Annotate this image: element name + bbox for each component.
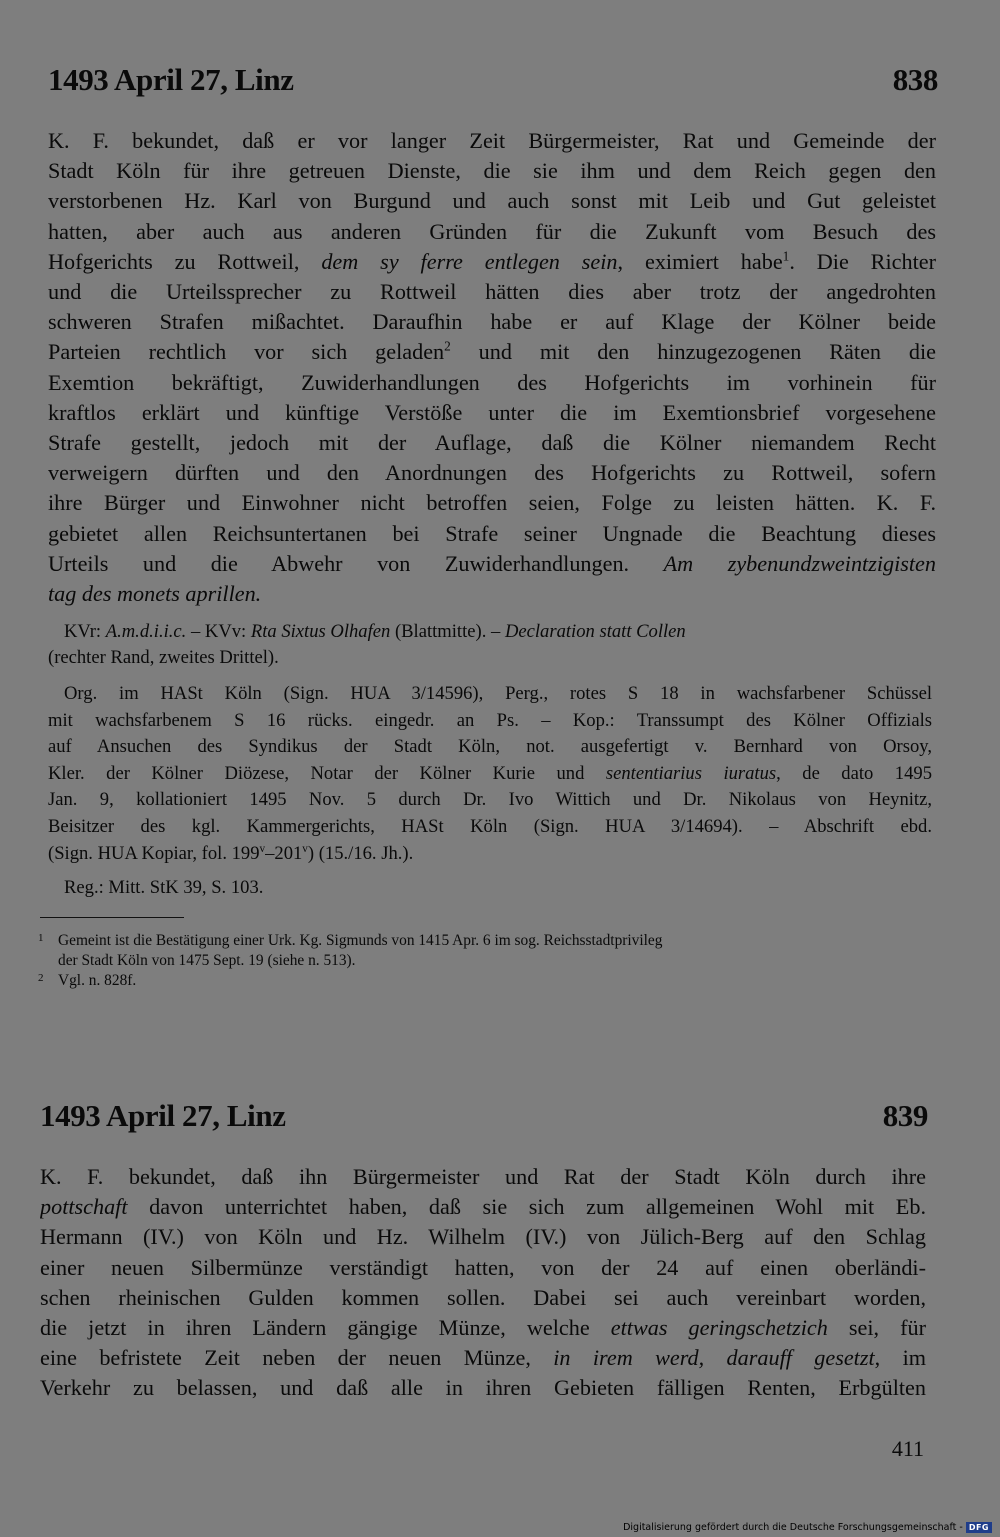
text-segment: Urteils und die Abwehr von Zuwiderhandlungen. (48, 550, 630, 576)
text-segment: eine befristete Zeit neben der neuen Münze, (40, 1345, 554, 1371)
footer-text: Digitalisierung gefördert durch die Deutsche Forschungsgemeinschaft - (623, 1522, 963, 1533)
text-line: mit wachsfarbenem S 16 rücks. eingedr. an Ps. – Kop.: Transsumpt des Kölner Offizials (48, 709, 932, 731)
text-line: und die Urteilssprecher zu Rottweil hätten dies aber trotz der angedrohten (48, 279, 936, 305)
footnote-number: 2 (38, 972, 44, 984)
text-line: einer neuen Silbermünze verständigt hatten, von der 24 auf einen oberländi- (40, 1254, 926, 1280)
footnote-text (58, 931, 932, 971)
endorsement-notes (48, 619, 932, 671)
quoted-phrase: Am zybenundzweintzigisten (663, 550, 936, 576)
text-line: Org. im HASt Köln (Sign. HUA 3/14596), Perg., rotes S 18 in wachsfarbener Schüssel (64, 683, 932, 704)
text-line (40, 1313, 926, 1343)
quoted-phrase: dem sy ferre entlegen sein (321, 248, 618, 274)
text-segment: Hofgerichts zu Rottweil, (48, 248, 300, 274)
footnote-text (58, 971, 932, 991)
text-line (40, 1192, 926, 1222)
quoted-phrase: pottschaft (40, 1194, 128, 1220)
text-line: der Stadt Köln von 1475 Sept. 19 (siehe n. 513). (58, 952, 356, 969)
dfg-logo: DFG (966, 1522, 992, 1533)
text-line: Gemeint ist die Bestätigung einer Urk. Kg. Sigmunds von 1415 Apr. 6 im sog. Reichsstadtprivileg (58, 932, 663, 949)
text-segment: (Sign. HUA Kopiar, fol. 199 (48, 842, 260, 864)
text-line (48, 247, 936, 277)
text-line (48, 761, 932, 788)
footnote-divider (40, 917, 184, 918)
text-line: hatten, aber auch aus anderen Gründen für die Zukunft vom Besuch des (48, 218, 936, 244)
document-body-838 (48, 126, 936, 609)
footnote (38, 971, 932, 991)
text-line: verweigern dürften und den Anordnungen des Hofgerichts zu Rottweil, sofern (48, 460, 936, 486)
document-header-838 (48, 62, 938, 98)
text-line: Jan. 9, kollationiert 1495 Nov. 5 durch Dr. Ivo Wittich und Dr. Nikolaus von Heynitz, (48, 789, 932, 811)
text-line (40, 1343, 926, 1373)
text-segment: Kler. der Kölner Diözese, Notar der Kölner Kurie und (48, 762, 585, 784)
text-line (48, 337, 936, 367)
text-segment: ) (15./16. Jh.). (307, 842, 414, 864)
digitization-footer (623, 1522, 992, 1533)
text-line: schen rheinischen Gulden kommen sollen. Dabei sei auch vereinbart worden, (40, 1284, 926, 1310)
text-line: verstorbenen Hz. Karl von Burgund und auch sonst mit Leib und Gut geleistet (48, 188, 936, 214)
text-line: ihre Bürger und Einwohner nicht betroffen seien, Folge zu leisten hätten. K. F. (48, 490, 936, 516)
footnote (38, 931, 932, 971)
text-segment: KVr: (64, 621, 106, 642)
text-line: Beisitzer des kgl. Kammergerichts, HASt Köln (Sign. HUA 3/14694). – Abschrift ebd. (48, 815, 932, 837)
superscript: v (302, 842, 308, 855)
text-segment: – KVv: (186, 621, 251, 642)
quoted-phrase: sententiarius iuratus (605, 762, 777, 784)
text-segment: sei, für (827, 1315, 926, 1341)
text-line: gebietet allen Reichsuntertanen bei Strafe seiner Ungnade die Beachtung dieses (48, 520, 936, 546)
document-title: 1493 April 27, Linz (48, 62, 294, 97)
source-description (48, 681, 932, 867)
text-line: Hermann (IV.) von Köln und Hz. Wilhelm (IV.) von Jülich-Berg auf den Schlag (40, 1224, 926, 1250)
text-segment: , eximiert habe (617, 248, 783, 274)
footnote-number: 1 (38, 932, 44, 944)
superscript: v (259, 842, 266, 855)
text-segment: , im (874, 1345, 926, 1371)
text-segment: die jetzt in ihren Ländern gängige Münze, welche (40, 1315, 611, 1341)
footnote-ref: 1 (782, 248, 790, 264)
text-segment: davon unterrichtet haben, daß sie sich zum allgemeinen Wohl mit Eb. (127, 1194, 926, 1220)
text-line (48, 549, 936, 579)
quoted-phrase: Declaration statt Collen (504, 621, 686, 642)
text-line (48, 619, 932, 645)
regest-reference: Reg.: Mitt. StK 39, S. 103. (64, 877, 264, 898)
document-body-839 (40, 1162, 926, 1404)
text-line: Exemtion bekräftigt, Zuwiderhandlungen des Hofgerichts im vorhinein für (48, 369, 936, 395)
document-number: 839 (882, 1098, 928, 1133)
text-line: auf Ansuchen des Syndikus der Stadt Köln, not. ausgefertigt v. Bernhard von Orsoy, (48, 736, 932, 758)
text-line (48, 841, 932, 868)
text-line: (rechter Rand, zweites Drittel). (48, 647, 279, 668)
footnote-ref: 2 (444, 339, 451, 355)
text-line: schweren Strafen mißachtet. Daraufhin habe er auf Klage der Kölner beide (48, 309, 936, 335)
quoted-phrase: A.m.d.i.i.c. (105, 621, 187, 642)
text-line: Strafe gestellt, jedoch mit der Auflage, daß die Kölner niemandem Recht (48, 430, 936, 456)
text-segment: und mit den hinzugezogenen Räten die (450, 339, 936, 365)
text-line (48, 579, 936, 609)
text-segment: (Blattmitte). – (390, 621, 505, 642)
document-number: 838 (892, 62, 938, 97)
text-segment: . Die Richter (789, 248, 936, 274)
text-line: K. F. bekundet, daß er vor langer Zeit Bürgermeister, Rat und Gemeinde der (48, 128, 936, 153)
quoted-phrase: Rta Sixtus Olhafen (250, 621, 391, 642)
text-line: Vgl. n. 828f. (58, 972, 137, 989)
text-segment: Parteien rechtlich vor sich geladen (48, 339, 445, 365)
text-line: K. F. bekundet, daß ihn Bürgermeister und Rat der Stadt Köln durch ihre (40, 1164, 926, 1189)
text-segment: , de dato 1495 (776, 762, 932, 784)
quoted-phrase: in irem werd, darauff gesetzt (553, 1345, 875, 1371)
quoted-phrase: ettwas geringschetzich (610, 1315, 828, 1341)
quoted-phrase: tag des monets aprillen. (48, 581, 262, 607)
document-header-839 (40, 1098, 928, 1134)
footnotes (38, 931, 932, 991)
page-number: 411 (891, 1436, 924, 1461)
text-segment: –201 (265, 842, 303, 864)
document-title: 1493 April 27, Linz (40, 1098, 286, 1133)
text-line: Stadt Köln für ihre getreuen Dienste, die sie ihm und dem Reich gegen den (48, 158, 936, 184)
text-line: kraftlos erklärt und künftige Verstöße unter die im Exemtionsbrief vorgesehene (48, 399, 936, 425)
text-line: Verkehr zu belassen, und daß alle in ihren Gebieten fälligen Renten, Erbgülten (40, 1375, 926, 1401)
